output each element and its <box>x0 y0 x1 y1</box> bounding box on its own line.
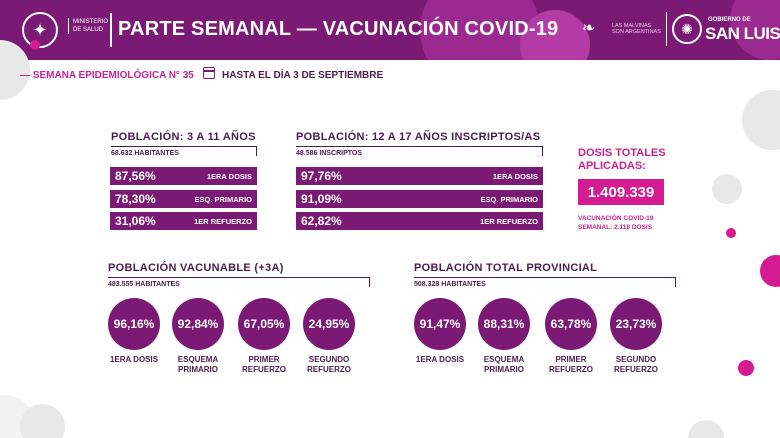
label-line: REFUERZO <box>549 365 593 374</box>
bar-label: 1ERA DOSIS <box>492 172 538 181</box>
gobierno-label: GOBIERNO DE <box>708 17 751 23</box>
section-title-provincial: POBLACIÓN TOTAL PROVINCIAL <box>414 262 598 274</box>
label-line: ESQUEMA <box>483 355 525 364</box>
section-sub-provincial: 508.328 HABITANTES <box>414 281 486 288</box>
section-sub-12-17: 48.586 INSCRIPTOS <box>296 150 363 157</box>
bar-12-17-esquema <box>296 190 543 208</box>
dosis-title-line: APLICADAS: <box>578 160 646 172</box>
decor-bubble <box>712 174 742 204</box>
circle-vacunable-segundo-refuerzo: 24,95% <box>303 298 355 350</box>
circle-label <box>405 355 475 365</box>
decor-bubble <box>20 404 65 438</box>
label-line: REFUERZO <box>614 365 658 374</box>
bar-pct: 91,09% <box>301 192 342 206</box>
bar-pct: 87,56% <box>115 169 156 183</box>
label-line: PRIMARIO <box>178 365 218 374</box>
label-line: SEGUNDO <box>615 355 657 364</box>
dosis-semanal-note <box>578 214 653 232</box>
ministerio-logo-icon: ✦ <box>22 12 58 48</box>
bar-3-11-primera-dosis <box>110 167 257 185</box>
decor-bubble <box>688 420 724 438</box>
calendar-icon <box>203 67 215 79</box>
ministerio-label: MINISTERIO DE SALUD <box>68 18 112 34</box>
circle-vacunable-esquema: 92,84% <box>172 298 224 350</box>
circle-label <box>536 355 606 375</box>
circle-label <box>229 355 299 375</box>
label-line: ESQUEMA <box>177 355 219 364</box>
circle-label <box>99 355 169 365</box>
decor-bubble <box>30 40 40 50</box>
label-line: PRIMER <box>555 355 587 364</box>
label-line: PRIMARIO <box>484 365 524 374</box>
decor-bubble <box>738 360 754 376</box>
bar-pct: 78,30% <box>115 192 156 206</box>
label-line: 1ERA DOSIS <box>109 355 159 364</box>
bar-label: ESQ. PRIMARIO <box>480 195 538 204</box>
decor-bubble <box>760 255 780 287</box>
dosis-note-line: SEMANAL: 2.118 DOSIS <box>578 224 653 231</box>
bar-3-11-esquema <box>110 190 257 208</box>
dosis-totales-title <box>578 147 666 173</box>
circle-label <box>469 355 539 375</box>
semana-epidemiologica: — SEMANA EPIDEMIOLÓGICA N° 35 <box>20 70 194 81</box>
section-title-12-17: POBLACIÓN: 12 A 17 AÑOS INSCRIPTOS/AS <box>296 131 541 143</box>
section-title-3-11: POBLACIÓN: 3 A 11 AÑOS <box>111 131 256 143</box>
malvinas-icon: ❧ <box>582 20 596 37</box>
bar-label: ESQ. PRIMARIO <box>194 195 252 204</box>
dosis-note-line: VACUNACIÓN COVID-19 <box>578 215 654 222</box>
circle-vacunable-primera-dosis: 96,16% <box>108 298 160 350</box>
san-luis-label: SAN LUIS <box>705 24 780 43</box>
header-divider <box>110 13 112 47</box>
header-divider <box>666 12 667 46</box>
section-title-vacunable: POBLACIÓN VACUNABLE (+3A) <box>108 262 284 274</box>
section-sub-3-11: 68.632 HABITANTES <box>111 150 179 157</box>
label-line: REFUERZO <box>242 365 286 374</box>
dosis-title-line: DOSIS TOTALES <box>578 147 666 159</box>
bar-12-17-primera-dosis <box>296 167 543 185</box>
bar-label: 1ERA DOSIS <box>206 172 252 181</box>
circle-provincial-primera-dosis: 91,47% <box>414 298 466 350</box>
label-line: 1ERA DOSIS <box>415 355 465 364</box>
circle-provincial-esquema: 88,31% <box>478 298 530 350</box>
bar-label: 1ER REFUERZO <box>480 217 538 226</box>
decor-bubble <box>742 90 780 150</box>
bar-3-11-refuerzo <box>110 212 257 230</box>
label-line: REFUERZO <box>307 365 351 374</box>
label-line: SEGUNDO <box>308 355 350 364</box>
circle-provincial-segundo-refuerzo: 23,73% <box>610 298 662 350</box>
fecha-corte: HASTA EL DÍA 3 DE SEPTIEMBRE <box>222 70 384 81</box>
san-luis-seal-icon: ✺ <box>672 14 702 44</box>
bar-pct: 31,06% <box>115 214 156 228</box>
label-line: PRIMER <box>248 355 280 364</box>
circle-label <box>294 355 364 375</box>
bar-pct: 62,82% <box>301 214 342 228</box>
page-title: PARTE SEMANAL — VACUNACIÓN COVID-19 <box>118 18 559 40</box>
circle-vacunable-primer-refuerzo: 67,05% <box>238 298 290 350</box>
circle-label <box>601 355 671 375</box>
decor-bubble <box>726 228 736 238</box>
dosis-totales-value: 1.409.339 <box>578 179 664 205</box>
bar-12-17-refuerzo <box>296 212 543 230</box>
section-sub-vacunable: 483.555 HABITANTES <box>108 281 180 288</box>
circle-label <box>163 355 233 375</box>
malvinas-label: LAS MALVINAS SON ARGENTINAS <box>612 23 661 35</box>
bar-label: 1ER REFUERZO <box>194 217 252 226</box>
header-banner <box>0 0 780 60</box>
bar-pct: 97,76% <box>301 169 342 183</box>
circle-provincial-primer-refuerzo: 63,78% <box>545 298 597 350</box>
